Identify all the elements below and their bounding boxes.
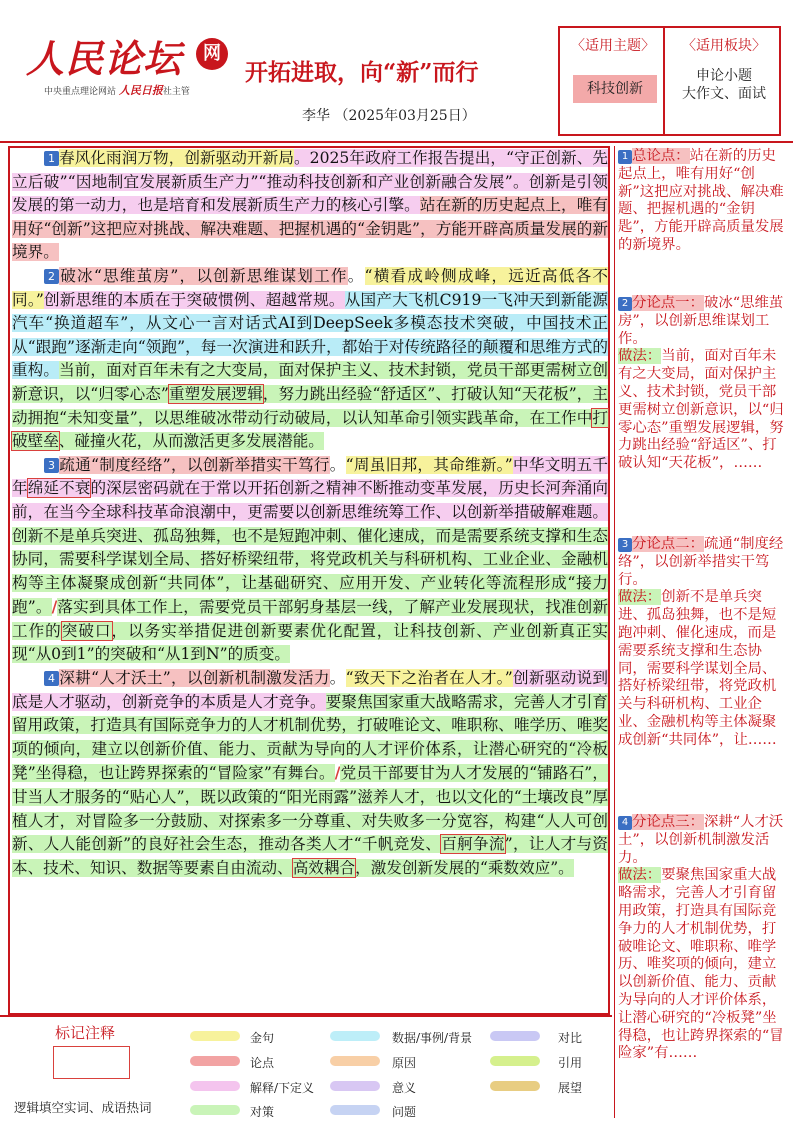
quote-text: “致天下之治者在人才。” [345,669,513,688]
paragraph-1 [12,147,608,265]
keyword-box: 突破口 [61,621,112,640]
punct: 。 [329,669,346,688]
method-text: 当前，面对百年未有之大变局，面对保护主义、技术封锁，党员干部更需树立创新意识，以“归零心态”重塑发展逻辑，努力跳出经验“舒适区”、打破认知“天花板”，…… [618,348,784,472]
definition-part: 中华文明五千年 [12,455,608,498]
legend-label: 引用 [558,1056,583,1070]
bottom-rule [0,1015,612,1017]
logo [26,28,231,98]
argument-text: 疏通“制度经络”，以创新举措实干笃行 [59,455,330,474]
logo-badge: 网 [196,38,228,70]
measure-part: 党员干部要甘为人才发展的“铺路石”，甘当人才服务的“贴心人”，既以政策的“阳光雨露”滋养人才，也以文化的“土壤改良”厚植人才，对冒险多一分鼓励、对探索多一分尊重、对失败多一分宽容，构建“人人可创新、人人能创新”的良好社会生态，推动各类人才“千帆竞发、 [12,764,608,854]
logo-sub-prefix: 中央重点理论网站 [44,87,117,97]
method-label: 做法： [618,348,662,365]
keyword-box: 高效耦合 [292,858,356,877]
paragraph-number: 2 [44,269,59,284]
paragraph-number: 4 [44,671,59,686]
legend-title: 标记注释 [55,1024,116,1042]
section-value-1: 申论小题 [696,68,752,84]
measure-text [12,361,608,450]
argument-text: 破冰“思维茧房”，以创新思维谋划工作 [59,266,348,285]
note-text: 站在新的历史起点上，唯有用好“创新”这把应对挑战、解决难题、把握机遇的“金钥匙”，方能开辟高质量发展的新境界。 [618,148,784,253]
legend-label: 原因 [392,1056,417,1070]
legend-swatch [490,1031,540,1041]
legend-swatch [330,1081,380,1091]
note-label: 总论点： [632,148,690,164]
legend-label: 论点 [250,1056,275,1070]
golden-sentence: 春风化雨润万物，创新驱动开新局 [59,149,294,167]
note-text: 疏通“制度经络”，以创新举措实干笃行。 [618,536,784,588]
definition-text: 。2025年政府工作报告提出，“守正创新、先立后破”“因地制宜发展新质生产力”“推动科技创新和产业创新融合发展”。创新是引领发展的第一动力，也是培育和发展新质生产力的核心引擎。 [12,149,608,215]
article-body [12,147,608,880]
note-label: 分论点三： [632,814,704,830]
legend-swatch [490,1081,540,1091]
article-title: 开拓进取，向“新”而行 [245,59,479,86]
thesis-text: 站在新的历史起点上，唯有用好“创新”这把应对挑战、解决难题、把握机遇的“金钥匙”，方能开辟高质量发展的新境界。 [12,196,608,262]
logo-sub-paper: 人民日报 [118,84,163,97]
note-text: 破冰“思维茧房”，以创新思维谋划工作。 [618,295,784,347]
legend-swatch [330,1105,380,1115]
measure-part: 、碰撞火花，从而激活更多发展潜能。 [58,432,324,451]
measure-part: ”，让人才与资本、技术、知识、数据等要素自由流动、 [12,835,608,877]
legend-label: 对策 [250,1105,275,1119]
section-value-2: 大作文、面试 [682,86,766,102]
legend-swatch [330,1056,380,1066]
side-rule [614,146,615,1118]
paragraph-3 [12,454,608,667]
legend-swatch [190,1081,240,1091]
side-note-thesis [618,148,784,255]
legend-swatch [330,1031,380,1041]
topic-value: 科技创新 [573,75,657,103]
legend-swatch [190,1105,240,1115]
measure-part: ，以务实举措促进创新要素优化配置，让科技创新、产业创新真正实现“从0到1”的突破和“从1到N”的质变。 [12,621,608,664]
side-note-argument-1 [618,295,784,473]
punct: 。 [329,455,346,474]
legend-label: 问题 [392,1105,417,1119]
note-label: 分论点二： [632,536,704,552]
definition-part: 的深层密码就在于常以开拓创新之精神不断推动变革发展，历史长河奔涌向前，在当今全球科技革命浪潮中，更需要以创新思维统筹工作、以创新举措破解难题。 [12,479,608,521]
measure-part: ，努力跳出经验“舒适区”、打破认知“天花板”，主动拥抱“未知变量”，以思维破冰带动行动破局，以认知革命引领实践革命，在工作中 [12,384,608,427]
quote-text: “周虽旧邦，其命维新。” [345,455,513,474]
logo-sub-suffix: 社主管 [162,87,190,97]
legend-box-note: 逻辑填空实词、成语热词 [14,1100,152,1115]
example-text: 从国产大飞机C919一飞冲天到新能源汽车“换道超车”，从文心一言对话式AI到DeepSeek多模态技术突破，中国技术正从“跟跑”逐渐走向“领跑”，每一次演进和跃升，都始于对传统路径的颠覆和思维方式的重构。 [12,290,608,380]
logo-subtitle [44,82,190,98]
measure-text: 要聚焦国家重大战略需求，完善人才引育留用政策，打造具有国际竞争力的人才机制优势，打破唯论文、唯职称、唯学历、唯奖项的倾向，建立以创新价值、能力、贡献为导向的人才评价体系，让潜心研究的“冷板凳”坐得稳，也让跨界探索的“冒险家”有舞台。 [12,692,608,783]
legend-box-sample [53,1046,130,1079]
section-value [668,67,780,103]
logo-text: 人民论坛 [26,36,183,81]
note-number: 1 [618,150,632,164]
measure-part: 落实到具体工作上，需要党员干部躬身基层一线，了解产业发展现状，找准创新工作的 [12,598,608,640]
top-rule [0,141,793,143]
legend-label: 金句 [250,1031,275,1045]
punct: 。 [347,266,365,285]
divider-slash: / [334,763,341,783]
article-author-date: 李华 （2025年03月25日） [302,108,476,124]
argument-text: 深耕“人才沃土”，以创新机制激发活力 [59,669,330,688]
side-note-argument-2 [618,536,784,750]
method-label: 做法： [618,867,662,884]
legend-swatch [190,1031,240,1041]
method-text: 创新不是单兵突进、孤岛独舞，也不是短跑冲刺、催化速成，而是需要系统支撑和生态协同，需要科学谋划全局、搭好桥梁纽带，将党政机关与科研机构、工业企业、金融机构等主体凝聚成创新“共同体”，让…… [618,589,777,748]
divider-slash: / [51,597,58,617]
legend-label: 展望 [558,1081,583,1095]
note-number: 2 [618,297,632,311]
side-note-argument-3 [618,814,784,1063]
note-label: 分论点一： [632,295,704,311]
theme-divider [663,26,665,136]
definition-text: 创新思维的本质在于突破惯例、超越常规。 [43,290,345,309]
measure-text: 创新不是单兵突进、孤岛独舞，也不是短跑冲刺、催化速成，而是需要系统支撑和生态协同，需要科学谋划全局、搭好桥梁纽带，将党政机关与科研机构、工业企业、金融机构等主体凝聚成创新“共同体”，让基础研究、应用开发、产业转化等流程形成“接力跑”。 [12,526,608,617]
note-number: 4 [618,816,632,830]
definition-text: 创新驱动说到底是人才驱动，创新竞争的本质是人才竞争。 [12,669,608,711]
keyword-box: 绵延不衰 [27,479,91,498]
paragraph-2 [12,265,608,454]
keyword-box: 打破壁垒 [12,408,608,451]
note-text: 深耕“人才沃土”，以创新机制激发活力。 [618,814,784,866]
paragraph-4 [12,667,608,880]
legend-label: 对比 [558,1031,583,1045]
quote-text: “横看成岭侧成峰，远近高低各不同。” [12,266,608,309]
section-header: 〈适用板块〉 [682,38,766,54]
legend-swatch [190,1056,240,1066]
measure-part: ，激发创新发展的“乘数效应”。 [355,858,574,877]
method-text: 要聚焦国家重大战略需求，完善人才引育留用政策，打造具有国际竞争力的人才机制优势，打破唯论文、唯职称、唯学历、唯奖项的倾向，建立以创新价值、能力、贡献为导向的人才评价体系，让潜心研究的“冷板凳”坐得稳，也让跨界探索的“冒险家”有…… [618,867,784,1062]
legend-swatch [490,1056,540,1066]
keyword-box: 百舸争流 [441,835,505,854]
paragraph-number: 1 [44,151,59,166]
note-number: 3 [618,538,632,552]
legend-label: 解释/下定义 [250,1081,315,1095]
method-label: 做法： [618,589,662,606]
topic-header: 〈适用主题〉 [571,38,655,54]
legend-label: 数据/事例/背景 [392,1031,473,1045]
measure-part: 当前，面对百年未有之大变局，面对保护主义、技术封锁，党员干部更需树立创新意识，以“归零心态” [12,361,608,403]
measure-text [12,598,608,663]
legend-label: 意义 [392,1081,417,1095]
keyword-box: 重塑发展逻辑 [168,384,263,403]
paragraph-number: 3 [44,458,59,473]
